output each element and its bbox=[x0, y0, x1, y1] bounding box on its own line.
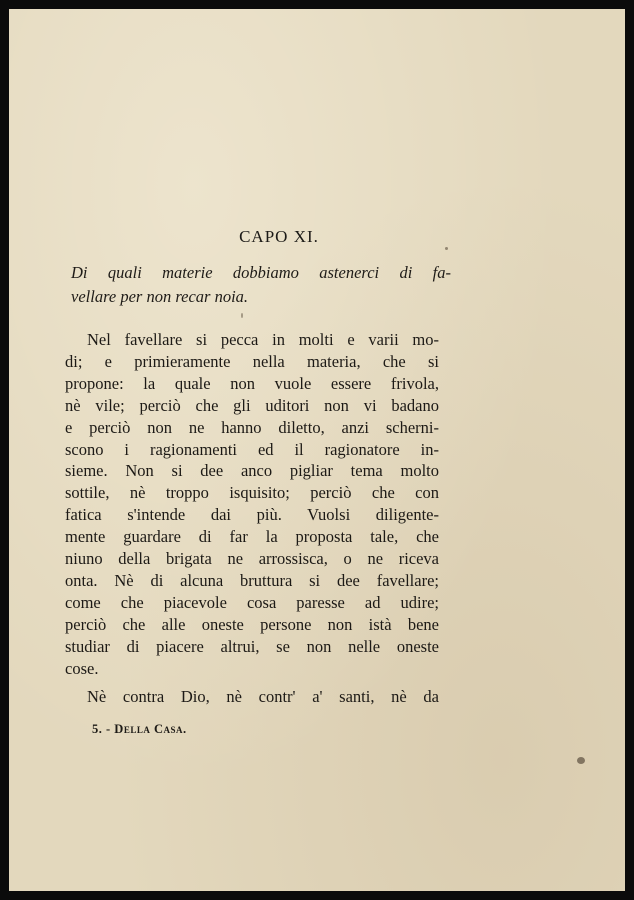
ink-speck bbox=[241, 313, 243, 318]
signature-mark bbox=[92, 722, 187, 737]
text-line: studiar di piacere altrui, se non nelle oneste bbox=[65, 636, 439, 656]
body-text bbox=[65, 329, 439, 707]
ink-speck bbox=[445, 247, 448, 250]
subtitle-line: Di quali materie dobbiamo astenerci di fa- bbox=[71, 263, 451, 282]
text-line: mente guardare di far la proposta tale, che bbox=[65, 527, 439, 547]
text-line: nè vile; perciò che gli uditori non vi badano bbox=[65, 395, 439, 415]
text-line: cose. bbox=[65, 658, 99, 678]
signature-number: 5. - bbox=[92, 722, 111, 736]
text-line: sottile, nè troppo isquisito; perciò che con bbox=[65, 483, 439, 503]
signature-name: Della Casa. bbox=[114, 722, 187, 736]
text-line: scono i ragionamenti ed il ragionatore in- bbox=[65, 439, 439, 459]
text-line: sieme. Non si dee anco pigliar tema molto bbox=[65, 461, 439, 481]
text-line: fatica s'intende dai più. Vuolsi diligente- bbox=[65, 505, 439, 525]
text-line: Nel favellare si pecca in molti e varii mo- bbox=[87, 330, 439, 349]
text-line: Nè contra Dio, nè contr' a' santi, nè da bbox=[87, 686, 439, 706]
subtitle-line: vellare per non recar noia. bbox=[71, 287, 249, 306]
text-line: onta. Nè di alcuna bruttura si dee favellare; bbox=[65, 570, 439, 590]
text-line: niuno della brigata ne arrossisca, o ne riceva bbox=[65, 549, 439, 569]
text-line: e perciò non ne hanno diletto, anzi scherni- bbox=[65, 417, 439, 437]
text-line: di; e primieramente nella materia, che si bbox=[65, 351, 439, 371]
book-page bbox=[9, 9, 625, 891]
chapter-subtitle bbox=[71, 261, 451, 309]
text-line: propone: la quale non vuole essere frivola, bbox=[65, 373, 439, 393]
chapter-heading: CAPO XI. bbox=[239, 227, 319, 246]
text-line: perciò che alle oneste persone non istà bene bbox=[65, 614, 439, 634]
text-line: come che piacevole cosa paresse ad udire; bbox=[65, 592, 439, 612]
ink-speck bbox=[577, 757, 585, 764]
